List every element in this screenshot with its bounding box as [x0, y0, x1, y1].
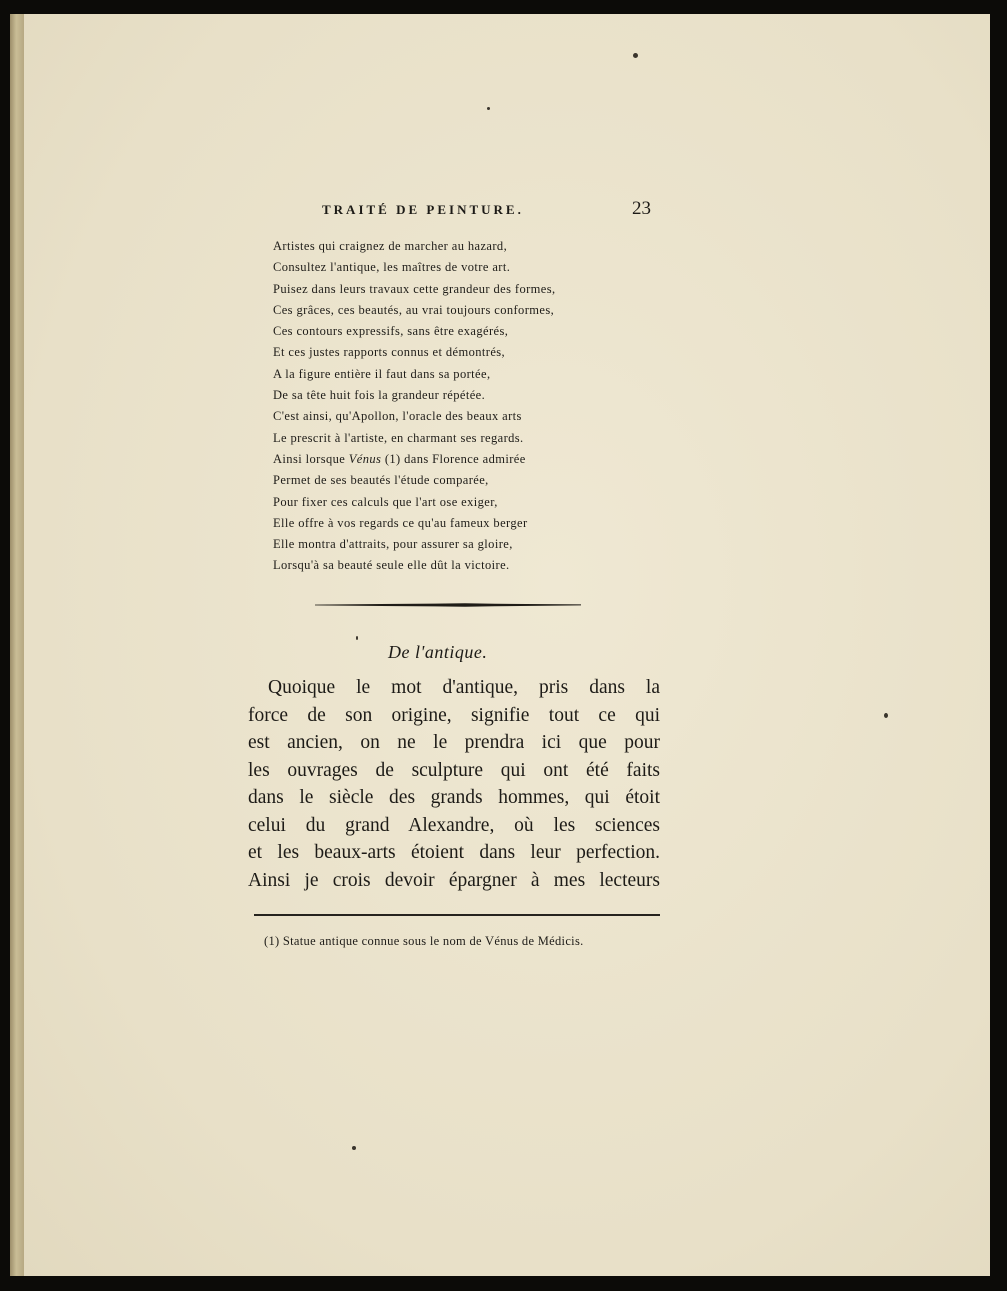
- verse-line: Permet de ses beautés l'étude comparée,: [273, 473, 489, 488]
- prose-line: les ouvrages de sculpture qui ont été faits: [248, 759, 660, 781]
- prose-paragraph: [248, 674, 660, 894]
- prose-line: celui du grand Alexandre, où les sciences: [248, 814, 660, 836]
- prose-line: dans le siècle des grands hommes, qui étoit: [248, 787, 660, 808]
- verse-line: [273, 449, 633, 470]
- verse-line: Artistes qui craignez de marcher au hazard,: [273, 239, 508, 253]
- footnote: (1) Statue antique connue sous le nom de Vénus de Médicis.: [264, 934, 584, 948]
- verse-line: Et ces justes rapports connus et démontrés,: [273, 345, 506, 360]
- verse-line: De sa tête huit fois la grandeur répétée.: [273, 388, 486, 403]
- verse-line: C'est ainsi, qu'Apollon, l'oracle des beaux arts: [273, 409, 522, 424]
- prose-line: force de son origine, signifie tout ce qui: [248, 704, 660, 726]
- verse-line: Puisez dans leurs travaux cette grandeur des formes,: [273, 281, 556, 296]
- prose-line: Quoique le mot d'antique, pris dans la: [268, 677, 660, 698]
- running-title: TRAITÉ DE PEINTURE.: [322, 202, 524, 217]
- verse-text: (1) dans Florence admirée: [384, 451, 526, 466]
- verse-text: Ainsi lorsque: [273, 451, 346, 466]
- running-head: [322, 198, 662, 222]
- ornamental-rule: [315, 603, 581, 607]
- verse-line: Ces grâces, ces beautés, au vrai toujours conformes,: [273, 302, 555, 317]
- verse-line: A la figure entière il faut dans sa portée,: [273, 366, 491, 381]
- verse-line: Ces contours expressifs, sans être exagérés,: [273, 324, 509, 339]
- verse-italic-venus: Vénus: [348, 451, 382, 466]
- paper-speck: [356, 636, 358, 640]
- verse-block: [273, 236, 633, 577]
- verse-line: Pour fixer ces calculs que l'art ose exiger,: [273, 494, 498, 509]
- paper-speck: [633, 53, 638, 58]
- prose-line: et les beaux-arts étoient dans leur perfection.: [248, 842, 660, 863]
- verse-line: Elle offre à vos regards ce qu'au fameux berger: [273, 515, 528, 530]
- paper-speck: [487, 107, 490, 110]
- prose-line: Ainsi je crois devoir épargner à mes lecteurs: [248, 869, 660, 891]
- verse-line: Consultez l'antique, les maîtres de votre art.: [273, 260, 511, 275]
- verse-line: Lorsqu'à sa beauté seule elle dût la victoire.: [273, 558, 510, 573]
- book-binding-edge: [10, 14, 24, 1276]
- section-heading: De l'antique.: [388, 642, 488, 662]
- paper-speck: [884, 713, 888, 718]
- verse-line: Elle montra d'attraits, pour assurer sa gloire,: [273, 537, 513, 552]
- page-number: 23: [632, 198, 651, 219]
- verse-line: Le prescrit à l'artiste, en charmant ses regards.: [273, 430, 524, 445]
- prose-line: est ancien, on ne le prendra ici que pour: [248, 732, 660, 753]
- paper-speck: [352, 1146, 356, 1150]
- footnote-rule: [254, 914, 660, 916]
